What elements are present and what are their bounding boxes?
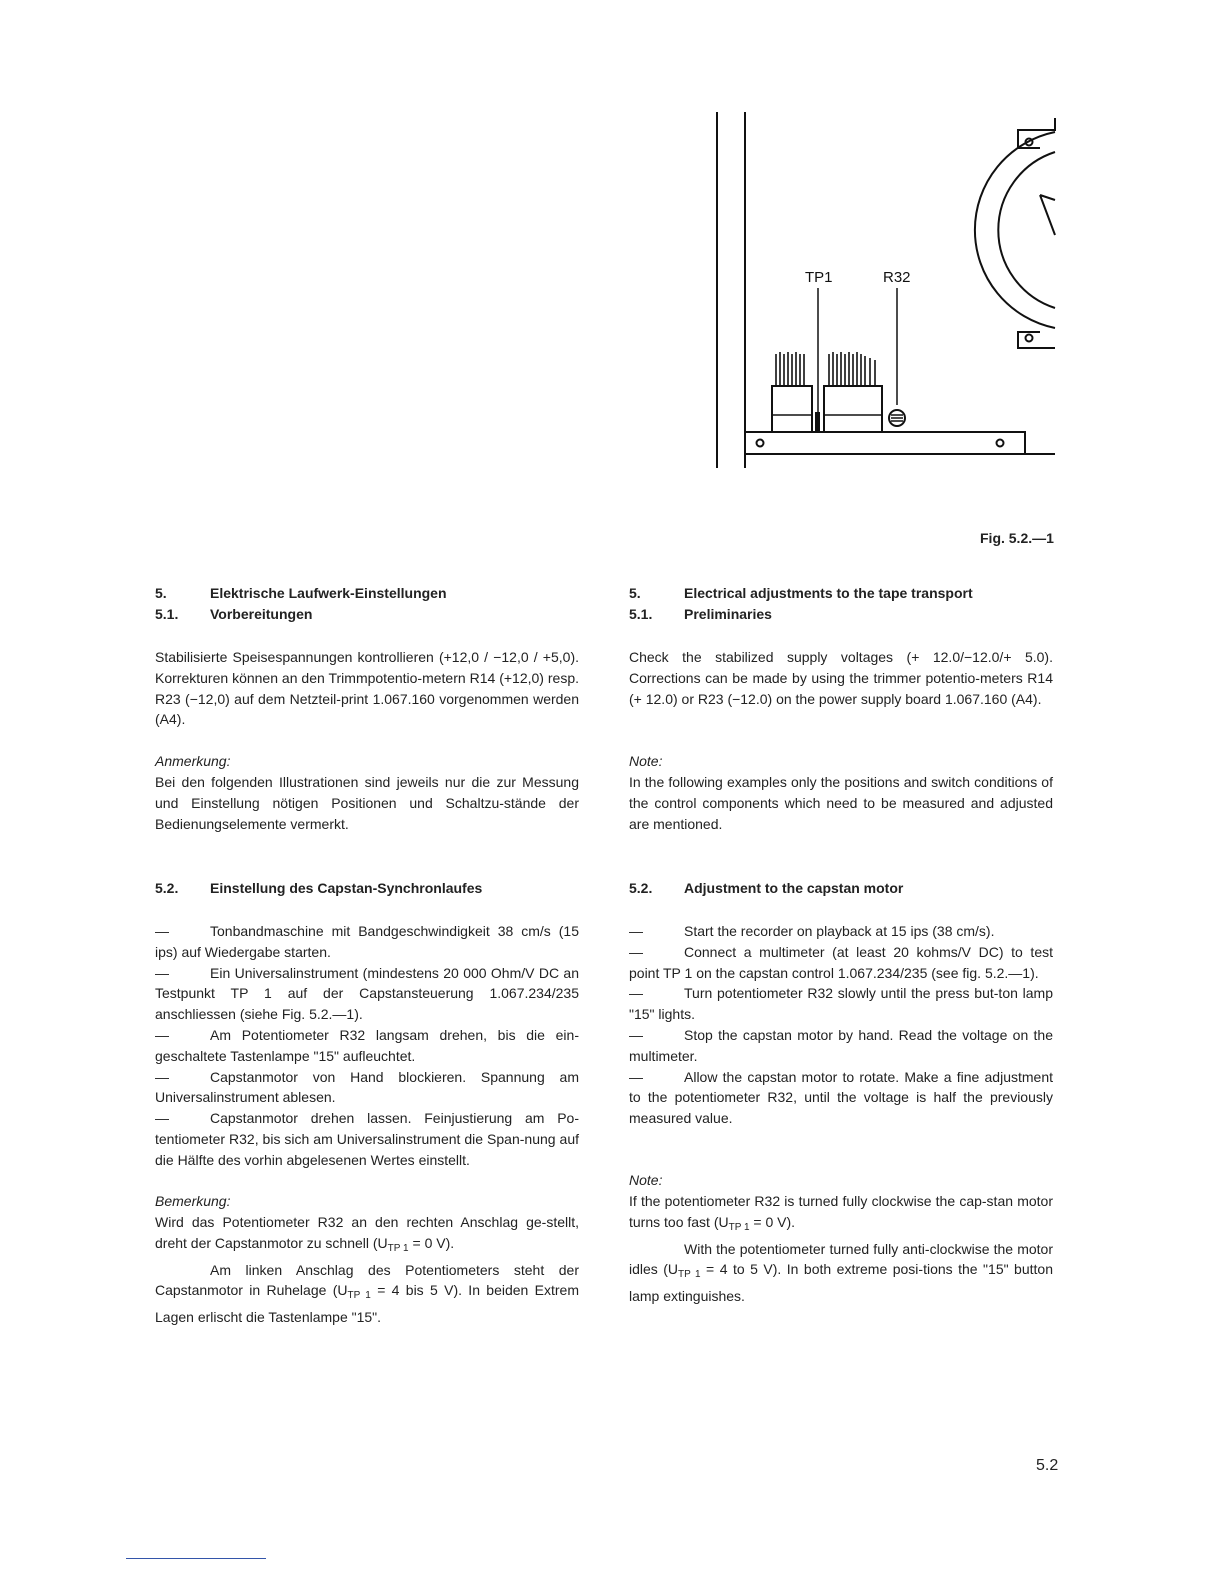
motor-bracket-bottom [1018, 332, 1055, 348]
heading-number: 5.1. [155, 606, 179, 622]
section-heading-5-2 [155, 878, 579, 899]
board-rail [745, 432, 1025, 454]
heading-text: Vorbereitungen [210, 606, 313, 622]
footer-rule [126, 1558, 266, 1559]
circuit-board-figure [700, 100, 1070, 480]
steps-list [629, 921, 1053, 1129]
remark-text-1: If the potentiometer R32 is turned fully clockwise the cap-stan motor turns too fast ($U_{TP 1} = 0$ V). [629, 1193, 1053, 1233]
list-item: — Start the recorder on playback at 15 ips (38 cm/s). [629, 923, 995, 939]
section-heading-5 [629, 583, 1053, 604]
heading-number: 5.2. [155, 880, 179, 896]
connector-block-right [824, 386, 882, 432]
german-column [155, 583, 579, 1326]
paragraph-preliminaries: Stabilisierte Speisespannungen kontrollieren (+12,0 / −12,0 / +5,0). Korrekturen können an den Trimmpotentio-metern R14 (+12,0) resp. R23 (−12,0) auf dem Netzteil-print 1.067.160 vorgenommen werden (A4). [155, 649, 579, 728]
paragraph-preliminaries: Check the stabilized supply voltages (+ 12.0/−12.0/+ 5.0). Corrections can be made by using the trimmer potentio-meters R14 (+ 12.0) or R23 (−12.0) on the power supply board 1.067.160 (A4). [629, 649, 1053, 707]
heading-number: 5. [155, 585, 167, 601]
note-text: Bei den folgenden Illustrationen sind jeweils nur die zur Messung und Einstellung nötigen Positionen und Schaltzu-stände der Bedienungselemente vermerkt. [155, 774, 579, 832]
remark-text-2: With the potentiometer turned fully anti-clockwise the motor idles ($U_{TP 1} = 4$ to 5 V). In both extreme posi-tions the "15" button lamp extinguishes. [629, 1240, 1053, 1305]
note-text: In the following examples only the positions and switch conditions of the control components which need to be measured and adjusted are mentioned. [629, 774, 1053, 832]
heading-number: 5.2. [629, 880, 653, 896]
connector-block-left [772, 386, 812, 432]
remark-text-1: Wird das Potentiometer R32 an den rechten Anschlag ge-stellt, dreht der Capstanmotor zu schnell ($U_{TP 1} = 0$ V). [155, 1214, 579, 1254]
heading-text: Adjustment to the capstan motor [684, 880, 904, 896]
capstan-motor-arc-outer [975, 132, 1055, 328]
note-title: Note: [629, 753, 663, 769]
list-item: — Turn potentiometer R32 slowly until the press but-ton lamp "15" lights. [629, 985, 1053, 1023]
r32-label: R32 [883, 269, 911, 286]
heading-text: Electrical adjustments to the tape transport [684, 585, 973, 601]
remark-title: Bemerkung: [155, 1193, 231, 1209]
capstan-motor-arc-inner [998, 152, 1055, 308]
list-item: — Stop the capstan motor by hand. Read the voltage on the multimeter. [629, 1026, 1053, 1064]
remark-text-2: Am linken Anschlag des Potentiometers steht der Capstanmotor in Ruhelage ($U_{TP 1} = 4$ bis 5 V). In beiden Extrem Lagen erlischt die Tastenlampe "15". [155, 1261, 579, 1326]
section-heading-5-2 [629, 878, 1053, 899]
heading-text: Einstellung des Capstan-Synchronlaufes [210, 880, 483, 896]
test-point-tp1 [815, 412, 820, 432]
list-item: — Connect a multimeter (at least 20 kohms/V DC) to test point TP 1 on the capstan control 1.067.234/235 (see fig. 5.2.—1). [629, 943, 1053, 981]
rail-hole-left [757, 440, 764, 447]
remark-title: Note: [629, 1172, 663, 1188]
tp1-label: TP1 [805, 269, 833, 286]
steps-list [155, 921, 579, 1171]
heading-number: 5. [629, 585, 641, 601]
heading-number: 5.1. [629, 606, 653, 622]
section-heading-5-1 [629, 604, 1053, 625]
list-item: — Am Potentiometer R32 langsam drehen, bis die ein-geschaltete Tastenlampe "15" aufleuchtet. [155, 1026, 579, 1064]
section-heading-5 [155, 583, 579, 604]
page-number: 5.2 [1036, 1457, 1059, 1474]
section-heading-5-1 [155, 604, 579, 625]
rail-hole-right [997, 440, 1004, 447]
list-item: — Capstanmotor drehen lassen. Feinjustierung am Po-tentiometer R32, bis sich am Universalinstrument die Span-nung auf die Hälfte des vorhin abgelesenen Wertes einstellt. [155, 1110, 579, 1168]
heading-text: Elektrische Laufwerk-Einstellungen [210, 585, 447, 601]
list-item: — Allow the capstan motor to rotate. Make a fine adjustment to the potentiometer R32, until the voltage is half the previously measured value. [629, 1068, 1053, 1127]
english-column [629, 583, 1053, 1305]
list-item: — Tonbandmaschine mit Bandgeschwindigkeit 38 cm/s (15 ips) auf Wiedergabe starten. [155, 923, 579, 960]
list-item: — Capstanmotor von Hand blockieren. Spannung am Universalinstrument ablesen. [155, 1068, 579, 1106]
list-item: — Ein Universalinstrument (mindestens 20 000 Ohm/V DC an Testpunkt TP 1 auf der Capstansteuerung 1.067.234/235 anschliessen (siehe Fig. 5.2.—1). [155, 964, 579, 1023]
note-title: Anmerkung: [155, 753, 231, 769]
figure-caption: Fig. 5.2.—1 [980, 530, 1054, 546]
heading-text: Preliminaries [684, 606, 772, 622]
